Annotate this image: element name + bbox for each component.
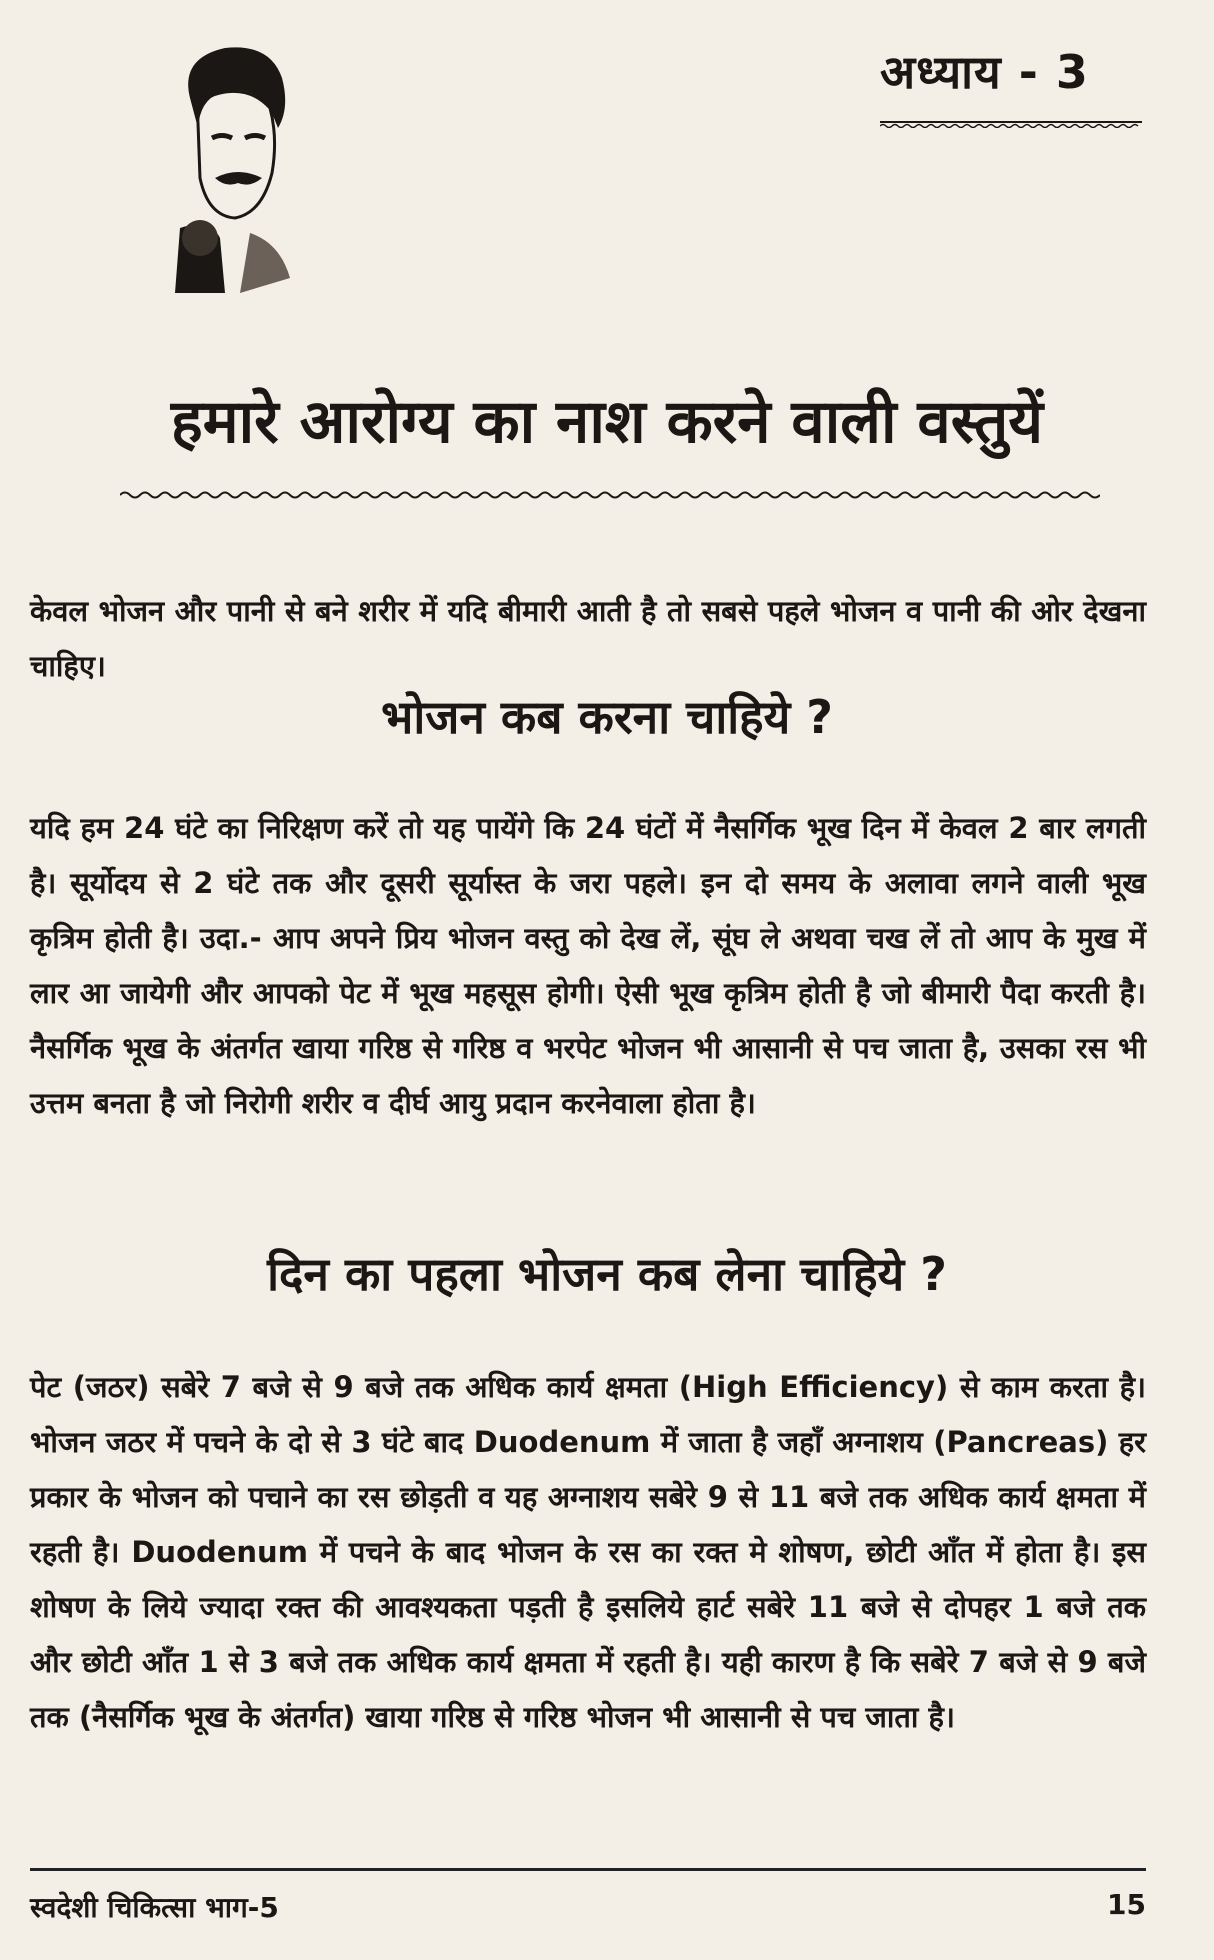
- chapter-label: अध्याय - 3: [880, 45, 1089, 99]
- section-body-meal-time: यदि हम 24 घंटे का निरिक्षण करें तो यह पायेंगे कि 24 घंटों में नैसर्गिक भूख दिन में केवल 2 बार लगती है। सूर्योदय से 2 घंटे तक और दूसरी सूर्यास्त के जरा पहले। इन दो समय के अलावा लगने वाली भूख कृत्रिम होती है। उदा.- आप अपने प्रिय भोजन वस्तु को देख लें, सूंघ ले अथवा चख लें तो आप के मुख में लार आ जायेगी और आपको पेट में भूख महसूस होगी। ऐसी भूख कृत्रिम होती है जो बीमारी पैदा करती है। नैसर्गिक भूख के अंतर्गत खाया गरिष्ठ से गरिष्ठ व भरपेट भोजन भी आसानी से पच जाता है, उसका रस भी उत्तम बनता है जो निरोगी शरीर व दीर्घ आयु प्रदान करनेवाला होता है।: [30, 811, 1146, 1120]
- chapter-underline: [880, 120, 1142, 128]
- footer-divider: [30, 1868, 1146, 1871]
- section-heading-meal-time: भोजन कब करना चाहिये ?: [381, 690, 833, 744]
- author-portrait-illustration: [150, 38, 320, 298]
- intro-paragraph: केवल भोजन और पानी से बने शरीर में यदि बीमारी आती है तो सबसे पहले भोजन व पानी की ओर देखना चाहिए।: [30, 594, 1146, 683]
- footer-book-title: स्वदेशी चिकित्सा भाग-5: [30, 1891, 279, 1924]
- title-wavy-underline: [120, 488, 1100, 502]
- section-heading-first-meal: दिन का पहला भोजन कब लेना चाहिये ?: [267, 1247, 947, 1301]
- page-title: हमारे आरोग्य का नाश करने वाली वस्तुयें: [170, 387, 1044, 457]
- page-number: 15: [1107, 1888, 1146, 1921]
- section-body-first-meal: पेट (जठर) सबेरे 7 बजे से 9 बजे तक अधिक कार्य क्षमता (High Efficiency) से काम करता है। भोजन जठर में पचने के दो से 3 घंटे बाद Duodenum में जाता है जहाँ अग्नाशय (Pancreas) हर प्रकार के भोजन को पचाने का रस छोड़ती व यह अग्नाशय सबेरे 9 से 11 बजे तक अधिक कार्य क्षमता में रहती है। Duodenum में पचने के बाद भोजन के रस का रक्त मे शोषण, छोटी आँत में होता है। इस शोषण के लिये ज्यादा रक्त की आवश्यकता पड़ती है इसलिये हार्ट सबेरे 11 बजे से दोपहर 1 बजे तक और छोटी आँत 1 से 3 बजे तक अधिक कार्य क्षमता में रहती है। यही कारण है कि सबेरे 7 बजे से 9 बजे तक (नैसर्गिक भूख के अंतर्गत) खाया गरिष्ठ से गरिष्ठ भोजन भी आसानी से पच जाता है।: [30, 1370, 1146, 1734]
